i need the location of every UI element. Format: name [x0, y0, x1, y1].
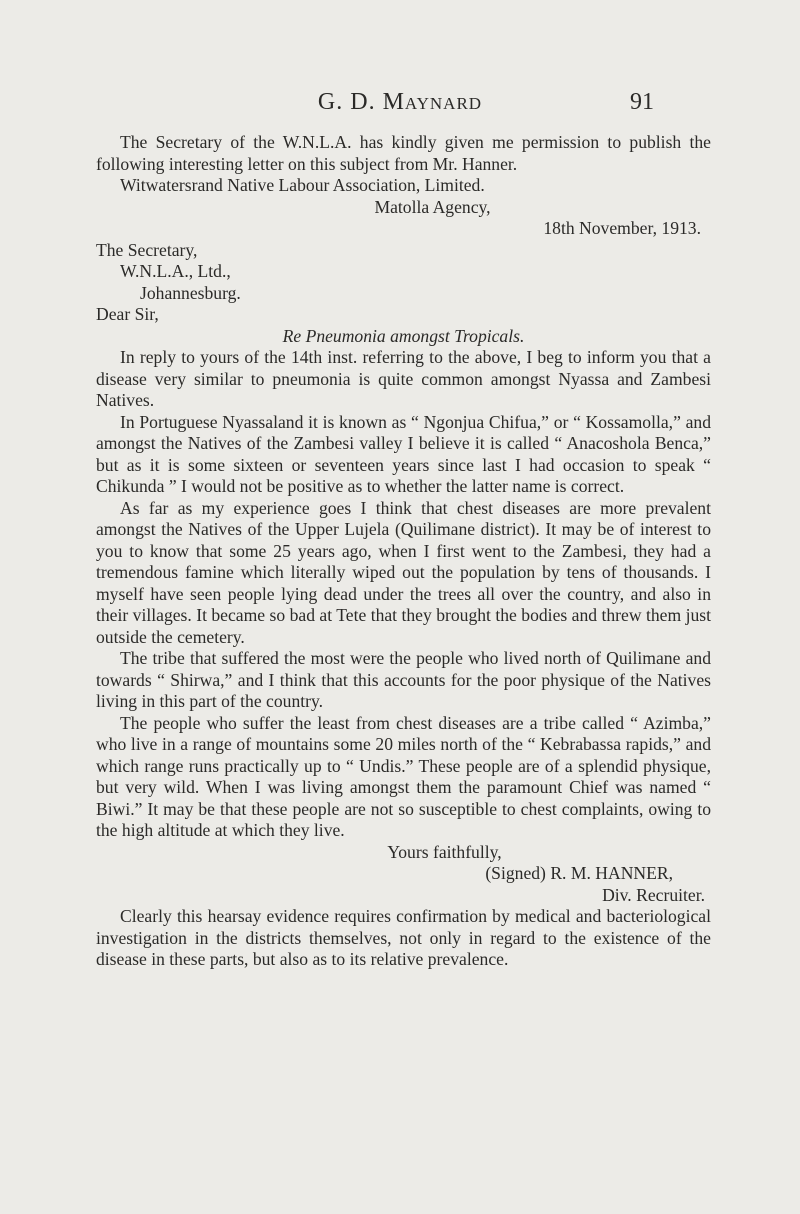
addressee-line-1: The Secretary, [96, 239, 198, 260]
addressee-line-3: Johannesburg. [140, 282, 241, 303]
letter-signature: (Signed) R. M. HANNER, [485, 863, 673, 883]
letter-agency: Matolla Agency, [374, 196, 491, 217]
signature-role: Div. Recruiter. [602, 884, 705, 905]
letter-paragraph-3: As far as my experience goes I think that chest diseases are more prevalent amongst the Natives of the Upper Lujela (Quilimane district). It may be of interest to you to know that some 25 years ago, when I first went to the Zambesi, they had a tremendous famine which literally wiped out the population by tens of thousands. I myself have seen people lying dead under the trees all over the country, and also in their villages. It became so bad at Tete that they brought the bodies and threw them just outside the cemetery. [96, 497, 711, 647]
addressee-line-2: W.N.L.A., Ltd., [120, 261, 231, 281]
letter-date: 18th November, 1913. [543, 218, 701, 238]
letter-organization: Witwatersrand Native Labour Association, Limited. [120, 175, 485, 195]
page-header [0, 89, 800, 119]
letter-paragraph-4: The tribe that suffered the most were the people who lived north of Quilimane and towards “ Shirwa,” and I think that this accounts for the poor physique of the Natives living in this part of the country. [96, 648, 711, 711]
letter-paragraph-5: The people who suffer the least from chest diseases are a tribe called “ Azimba,” who live in a range of mountains some 20 miles north of the “ Kebrabassa rapids,” and which range runs practically up to “ Undis.” These people are of a splendid physique, but very wild. When I was living amongst them the paramount Chief was named “ Biwi.” It may be that these people are not so susceptible to chest complaints, owing to the high altitude at which they live. [96, 712, 711, 840]
running-title: G. D. Maynard [317, 89, 483, 115]
letter-paragraph-2: In Portuguese Nyassaland it is known as “ Ngonjua Chifua,” or “ Kossamolla,” and amongst the Natives of the Zambesi valley I believe it is called “ Anacoshola Benca,” but as it is some sixteen or seventeen years since last I had occasion to speak “ Chikunda ” I would not be positive as to whether the latter name is correct. [96, 411, 711, 496]
page-number: 91 [630, 89, 654, 115]
intro-paragraph: The Secretary of the W.N.L.A. has kindly given me permission to publish the following interesting letter on this subject from Mr. Hanner. [96, 132, 711, 174]
letter-paragraph-1: In reply to yours of the 14th inst. referring to the above, I beg to inform you that a disease very similar to pneumonia is quite common amongst Nyassa and Zambesi Natives. [96, 347, 711, 410]
letter-subject: Re Pneumonia amongst Tropicals. [282, 325, 525, 346]
letter-closing: Yours faithfully, [387, 841, 502, 862]
page-body [96, 132, 711, 971]
conclusion-paragraph: Clearly this hearsay evidence requires confirmation by medical and bacteriological investigation in the districts themselves, not only in regard to the existence of the disease in these parts, but also as to its relative prevalence. [96, 906, 711, 969]
salutation: Dear Sir, [96, 304, 159, 324]
